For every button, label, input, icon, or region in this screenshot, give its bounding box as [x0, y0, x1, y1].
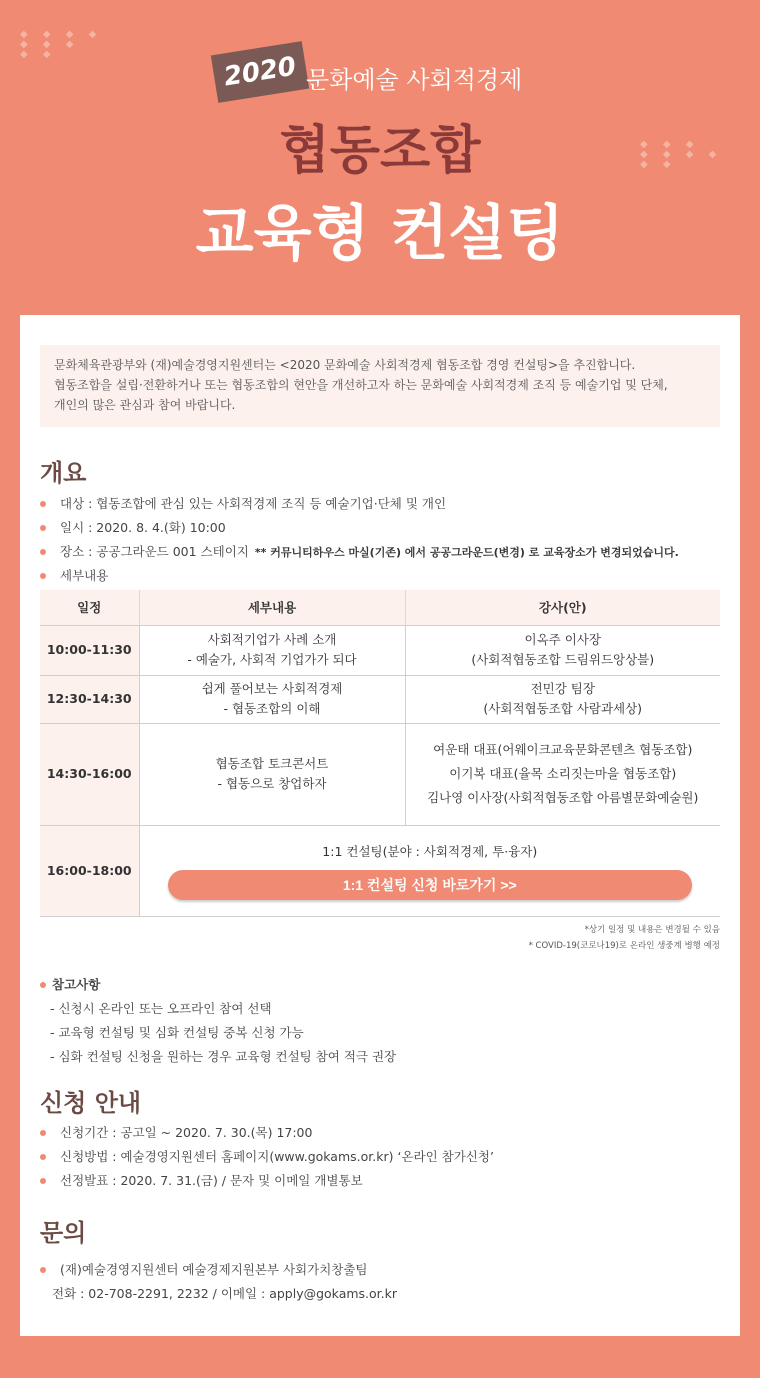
intro-line: 문화체육관광부와 (재)예술경영지원센터는 <2020 문화예술 사회적경제 협동조합 경영 컨설팅>을 추진합니다. — [54, 358, 636, 372]
detail-text: - 협동조합의 이해 — [223, 701, 321, 716]
list-item — [40, 1121, 720, 1145]
consulting-cell — [139, 825, 720, 916]
instructor-cell — [405, 675, 720, 723]
list-item — [40, 540, 720, 564]
detail-cell — [139, 625, 405, 675]
intro-line: 개인의 많은 관심과 참여 바랍니다. — [54, 398, 236, 412]
place-change-note: ** 커뮤니티하우스 마실(기존) 에서 공공그라운드(변경) 로 교육장소가 변경되었습니다. — [254, 546, 679, 559]
instructor-text: 이옥주 이사장 — [524, 632, 601, 647]
instructor-text: (사회적협동조합 사람과세상) — [483, 701, 643, 716]
table-header-row — [40, 590, 720, 625]
instructor-cell — [405, 625, 720, 675]
detail-cell — [139, 675, 405, 723]
apply-title: 신청 안내 — [40, 1089, 142, 1117]
table-header: 일정 — [40, 590, 139, 625]
apply-method: 신청방법 : 예술경영지원센터 홈페이지(www.gokams.or.kr) ‘온라인 참가신청’ — [60, 1149, 494, 1164]
detail-cell — [139, 723, 405, 825]
detail-text: - 예술가, 사회적 기업가가 되다 — [187, 652, 357, 667]
table-header: 세부내용 — [139, 590, 405, 625]
table-row — [40, 723, 720, 825]
table-row — [40, 825, 720, 916]
bullet-icon — [40, 501, 46, 507]
list-item — [40, 516, 720, 540]
detail-text: 사회적기업가 사례 소개 — [207, 632, 337, 647]
year-text: 2020 — [221, 51, 299, 93]
bullet-icon — [40, 1130, 46, 1136]
bullet-icon — [40, 1178, 46, 1184]
overview-title: 개요 — [40, 459, 87, 487]
time-cell: 14:30-16:00 — [40, 723, 139, 825]
notes-section — [40, 973, 720, 1069]
instructor-text: (사회적협동조합 드림위드앙상블) — [471, 652, 655, 667]
table-header: 강사(안) — [405, 590, 720, 625]
detail-text: 협동조합 토크콘서트 — [215, 756, 329, 771]
contact-org: (재)예술경영지원센터 예술경제지원본부 사회가치창출팀 — [60, 1262, 368, 1277]
detail-text: - 협동으로 창업하자 — [217, 776, 327, 791]
bullet-icon — [40, 549, 46, 555]
target-text: 대상 : 협동조합에 관심 있는 사회적경제 조직 등 예술기업·단체 및 개인 — [60, 496, 447, 511]
table-row — [40, 625, 720, 675]
list-item — [40, 564, 720, 588]
time-cell: 16:00-18:00 — [40, 825, 139, 916]
year-badge — [211, 41, 309, 103]
detail-text: 쉽게 풀어보는 사회적경제 — [201, 681, 343, 696]
list-item — [40, 1282, 720, 1306]
footnote-covid: * COVID-19(코로나19)로 온라인 생중계 병행 예정 — [528, 941, 720, 951]
list-item — [40, 1145, 720, 1169]
consulting-apply-button[interactable]: 1:1 컨설팅 신청 바로가기 >> — [168, 870, 692, 900]
overview-list — [40, 492, 720, 588]
apply-period: 신청기간 : 공고일 ~ 2020. 7. 30.(목) 17:00 — [60, 1125, 313, 1140]
contact-list — [40, 1258, 720, 1306]
note-item: - 신청시 온라인 또는 오프라인 참여 선택 — [50, 1001, 272, 1016]
schedule-table — [40, 590, 720, 917]
header-banner — [0, 0, 760, 315]
table-row — [40, 675, 720, 723]
instructor-cell — [405, 723, 720, 825]
instructor-text: 여운태 대표(어웨이크교육문화콘텐츠 협동조합) — [433, 742, 693, 757]
content-card — [20, 315, 740, 1336]
bullet-icon — [40, 525, 46, 531]
note-item: - 심화 컨설팅 신청을 원하는 경우 교육형 컨설팅 참여 적극 권장 — [50, 1049, 397, 1064]
list-item — [40, 1258, 720, 1282]
instructor-text: 전민강 팀장 — [530, 681, 595, 696]
details-label: 세부내용 — [60, 568, 109, 583]
apply-list — [40, 1121, 720, 1193]
decoration-dots-left: ◆ ◆ ◆ ◆ ◆ ◆ ◆ ◆ ◆ — [20, 29, 103, 60]
place-text: 장소 : 공공그라운드 001 스테이지 — [60, 544, 249, 559]
apply-announce: 선정발표 : 2020. 7. 31.(금) / 문자 및 이메일 개별통보 — [60, 1173, 363, 1188]
decoration-dots-right: ◆ ◆ ◆ ◆ ◆ ◆ ◆ ◆ ◆ — [640, 139, 723, 170]
header-title-line2: 교육형 컨설팅 — [195, 199, 565, 269]
list-item — [40, 1169, 720, 1193]
time-cell: 10:00-11:30 — [40, 625, 139, 675]
notes-title: 참고사항 — [52, 977, 101, 992]
intro-line: 협동조합을 설립·전환하거나 또는 협동조합의 현안을 개선하고자 하는 문화예술 사회적경제 조직 등 예술기업 및 단체, — [54, 378, 668, 392]
date-text: 일시 : 2020. 8. 4.(화) 10:00 — [60, 520, 226, 535]
bullet-icon — [40, 1154, 46, 1160]
contact-title: 문의 — [40, 1219, 87, 1247]
consulting-text: 1:1 컨설팅(분야 : 사회적경제, 투·융자) — [322, 843, 538, 859]
notes-heading — [40, 973, 720, 997]
instructor-text: 이기복 대표(율목 소리짓는마을 협동조합) — [449, 766, 677, 781]
instructor-text: 김나영 이사장(사회적협동조합 아름별문화예술원) — [427, 790, 699, 805]
bullet-icon — [40, 982, 46, 988]
bullet-icon — [40, 1267, 46, 1273]
contact-info: 전화 : 02-708-2291, 2232 / 이메일 : apply@gokams.or.kr — [52, 1286, 398, 1301]
note-item: - 교육형 컨설팅 및 심화 컨설팅 중복 신청 가능 — [50, 1025, 304, 1040]
footnote-schedule-change: *상기 일정 및 내용은 변경될 수 있음 — [584, 925, 720, 935]
header-title-line1: 협동조합 — [279, 121, 481, 181]
time-cell: 12:30-14:30 — [40, 675, 139, 723]
bullet-icon — [40, 573, 46, 579]
list-item — [40, 492, 720, 516]
header-subtitle: 문화예술 사회적경제 — [306, 66, 523, 94]
intro-box — [40, 345, 720, 427]
